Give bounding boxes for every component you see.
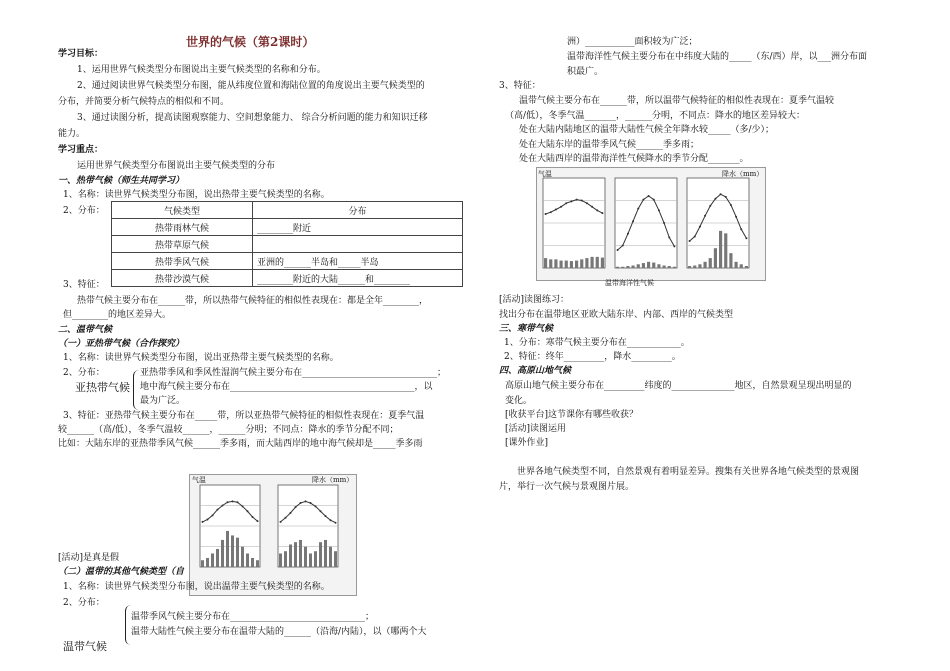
temp-point: [601, 212, 603, 214]
temp-point: [252, 516, 254, 518]
temp-point: [257, 520, 259, 522]
brace: [133, 370, 140, 410]
precip-bar: [246, 553, 249, 567]
temperate-monsoon-dist: 温带季风气候主要分布在______________________________；: [131, 612, 375, 622]
precip-bar: [554, 259, 557, 268]
homework-text-1: 世界各地气候类型不同，自然景观有着明显差异。搜集有关世界各地气候类型的景观图: [517, 467, 860, 477]
precip-bar: [601, 258, 604, 268]
section-polar: 三、寒带气候: [499, 324, 554, 334]
precip-bar: [324, 540, 327, 567]
precip-bar: [251, 558, 254, 567]
temp-point: [709, 205, 711, 207]
precip-bar: [575, 261, 578, 268]
precip-bar: [704, 262, 707, 268]
objective-3-cont: 能力。: [58, 129, 86, 139]
temp-point: [217, 509, 219, 511]
temp-point: [576, 199, 578, 201]
temp-point: [725, 196, 727, 198]
table-row: [112, 253, 463, 270]
temp-point: [335, 522, 337, 524]
temp-point: [745, 237, 747, 239]
precip-bar: [668, 266, 671, 268]
temp-point: [330, 519, 332, 521]
objective-1: 1、运用世界气候类型分布图说出主要气候类型的名称和分布。: [77, 65, 326, 75]
precip-bar: [304, 547, 307, 567]
polar-distribution: 1、分布：寒带气候主要分布在____________。: [504, 338, 690, 348]
right-line-2: 温带海洋性气候主要分布在中纬度大陆的_____（东/西）岸，以___洲分布面: [567, 52, 868, 62]
harvest-platform: [收获平台]这节课你有哪些收获？: [505, 410, 639, 420]
precip-bar: [565, 261, 568, 268]
table-cell: 亚洲的______半岛和_____半岛: [253, 253, 463, 270]
temperate-name: 1、名称：读世界气候类型分布图，说出温带主要气候类型的名称。: [63, 582, 330, 592]
table-row: [112, 270, 463, 287]
precip-bar: [740, 264, 743, 268]
temp-point: [212, 514, 214, 516]
precip-bar: [544, 258, 547, 268]
subtropical-feature-1: 3、特征：亚热带气候主要分布在_____带，所以亚热带气候特征的相似性表现在：夏季气温: [63, 411, 425, 421]
temp-point: [699, 226, 701, 228]
precip-bar: [201, 560, 204, 567]
precip-bar: [570, 261, 573, 268]
table-row: [112, 236, 463, 253]
temp-point: [586, 202, 588, 204]
temp-point: [290, 512, 292, 514]
precip-bar: [729, 253, 732, 268]
temp-point: [247, 510, 249, 512]
homework-heading: [课外作业]: [505, 438, 549, 448]
objective-3: 3、通过读图分析，提高读图观察能力、空间想象能力、 综合分析问题的能力和知识迁移: [77, 113, 428, 123]
right-line-3: 积最广。: [567, 67, 604, 77]
tropical-distribution: 2、分布：: [63, 206, 105, 216]
precip-bar: [714, 248, 717, 268]
precip-bar: [709, 258, 712, 268]
temp-point: [663, 222, 665, 224]
precip-bar: [236, 538, 239, 567]
temp-point: [315, 505, 317, 507]
mediterranean-dist: 地中海气候主要分布在_________________________________________，以: [140, 382, 433, 392]
highland-distribution-cont: 变化。: [505, 396, 533, 406]
temperate-label: 温带气候: [63, 640, 107, 653]
temp-point: [207, 518, 209, 520]
section-temperate: 二、温带气候: [58, 325, 113, 335]
temp-point: [242, 505, 244, 507]
table-cell: 热带季风气候: [112, 253, 253, 270]
precip-bar: [591, 257, 594, 268]
subtropical-name: 1、名称：读世界气候类型分布图，说出亚热带主要气候类型的名称。: [63, 353, 339, 363]
precip-bar: [560, 261, 563, 268]
activity-chart-practice: [活动]读图练习：: [499, 295, 570, 305]
table-cell: ________附近: [253, 219, 463, 236]
right-line-1: 洲）___________面积较为广泛；: [567, 37, 698, 47]
homework-text-2: 片，举行一次气候与景观图片展。: [499, 482, 635, 492]
table-cell: 热带草原气候: [112, 236, 253, 253]
tropical-climate-table: [111, 201, 463, 287]
temp-point: [668, 236, 670, 238]
climate-chart-svg: [190, 475, 356, 595]
activity-true-false: [活动]是真是假: [58, 553, 120, 563]
temp-point: [622, 245, 624, 247]
temperate-climate-charts: [536, 167, 766, 281]
precip-bar: [314, 551, 317, 567]
activity-chart-task: 找出分布在温带地区亚欧大陆东岸、内部、西岸的气候类型: [499, 310, 734, 320]
temp-point: [617, 249, 619, 251]
precip-bar: [319, 542, 322, 567]
subtropical-feature-2: 较______（高/低），冬季气温较______，______分明；不同点：降水的季节分配不同；: [58, 425, 399, 435]
subsection-other-temperate: （二）温带的其他气候类型（自: [58, 567, 185, 577]
section-highland: 四、高原山地气候: [499, 366, 572, 376]
key-points-heading: 学习重点：: [58, 145, 104, 155]
table-cell: 热带沙漠气候: [112, 270, 253, 287]
temp-point: [560, 206, 562, 208]
precip-axis-label: 降水（mm）: [722, 170, 764, 178]
temp-point: [637, 208, 639, 210]
precip-bar: [657, 264, 660, 268]
precip-bar: [580, 259, 583, 268]
precip-bar: [226, 531, 229, 567]
precip-bar: [724, 233, 727, 268]
precip-bar: [231, 535, 234, 567]
polar-feature: 2、特征：终年_________，降水_________。: [504, 352, 681, 362]
temperate-distribution: 2、分布：: [63, 598, 105, 608]
temperate-feature-label: 3、特征：: [499, 81, 541, 91]
temp-point: [545, 213, 547, 215]
temp-point: [694, 236, 696, 238]
table-header: 气候类型: [112, 202, 253, 219]
temp-point: [581, 200, 583, 202]
precip-bar: [549, 259, 552, 268]
subsection-subtropical: （一）亚热带气候（合作探究）: [58, 339, 185, 349]
temperate-feature-2: （高/低），冬季气温_______，______分明，不同点：降水的地区差异较大：: [505, 111, 806, 121]
precip-bar: [719, 231, 722, 268]
precip-bar: [632, 266, 635, 268]
objective-2-cont: 分布，并简要分析气候特点的相似和不同。: [58, 97, 230, 107]
temp-point: [627, 233, 629, 235]
subtropical-monsoon-dist: 亚热带季风和季风性湿润气候主要分布在______________________________；: [140, 368, 447, 378]
precip-bar: [334, 551, 337, 567]
temp-point: [689, 240, 691, 242]
temp-point: [735, 216, 737, 218]
tropical-feature-1: 热带气候主要分布在______带，所以热带气候特征的相似性表现在：都是全年________，: [77, 296, 429, 306]
temp-point: [653, 199, 655, 201]
activity-apply: [活动]读图运用: [505, 424, 567, 434]
precip-bar: [256, 560, 259, 567]
key-point: 运用世界气候类型分布图说出主要气候类型的分布: [77, 161, 276, 171]
temp-point: [305, 500, 307, 502]
precip-bar: [663, 266, 666, 268]
precip-bar: [221, 540, 224, 567]
precip-bar: [329, 547, 332, 567]
precip-bar: [673, 267, 676, 268]
temp-point: [632, 220, 634, 222]
climate-chart-svg: [537, 168, 765, 280]
precip-bar: [626, 266, 629, 268]
precip-bar: [735, 262, 738, 268]
table-cell: [253, 236, 463, 253]
precip-bar: [585, 258, 588, 268]
temperate-feature-3: 处在大陆内陆地区的温带大陆性气候全年降水较_____（多/少）；: [519, 125, 775, 135]
precip-bar: [621, 267, 624, 268]
page-title: 世界的气候（第2课时）: [186, 35, 315, 49]
precip-bar: [284, 551, 287, 567]
precip-bar: [698, 264, 701, 268]
temperate-feature-5: 处在大陆西岸的温带海洋性气候降水的季节分配_______。: [519, 154, 749, 164]
table-row: [112, 219, 463, 236]
tropical-feature-label: 3、特征：: [63, 280, 105, 290]
temperate-feature-1: 温带气候主要分布在______带，所以温带气候特征的相似性表现在：夏季气温较: [519, 96, 835, 106]
precip-bar: [289, 544, 292, 567]
table-cell: 热带雨林气候: [112, 219, 253, 236]
precip-bar: [652, 263, 655, 268]
temp-point: [658, 209, 660, 211]
precip-bar: [616, 267, 619, 268]
precip-bar: [309, 553, 312, 567]
table-cell: ________附近的大陆______和________: [253, 270, 463, 287]
temp-point: [714, 198, 716, 200]
precip-bar: [241, 547, 244, 567]
temp-point: [740, 228, 742, 230]
subtropical-climate-charts: [189, 474, 357, 596]
precip-bar: [596, 257, 599, 268]
precip-bar: [688, 266, 691, 268]
temp-axis-label: 气温: [192, 476, 206, 484]
precip-bar: [642, 263, 645, 268]
precip-axis-label: 降水（mm）: [312, 476, 354, 484]
temp-point: [325, 515, 327, 517]
temperate-continental-dist: 温带大陆性气候主要分布在温带大陆的______（沿海/内陆），以（哪两个大: [131, 627, 427, 637]
temp-point: [565, 202, 567, 204]
table-header: 分布: [253, 202, 463, 219]
temp-point: [550, 211, 552, 213]
mediterranean-dist-cont: 最为广泛。: [140, 396, 186, 406]
temp-point: [555, 209, 557, 211]
temp-point: [704, 215, 706, 217]
temp-point: [232, 500, 234, 502]
temp-point: [720, 193, 722, 195]
highland-distribution: 高原山地气候主要分布在_________纬度的______________地区，自然景观呈现出明显的: [505, 381, 852, 391]
precip-bar: [693, 266, 696, 268]
subtropical-feature-3: 比如：大陆东岸的亚热带季风气候______季多雨，而大陆西岸的地中海气候却是_____季多雨: [58, 439, 423, 449]
temp-point: [310, 502, 312, 504]
precip-bar: [647, 262, 650, 268]
section-tropical: 一、热带气候（师生共同学习）: [58, 176, 185, 186]
temp-point: [300, 502, 302, 504]
temp-point: [280, 521, 282, 523]
objective-2: 2、通过阅读世界气候类型分布图，能从纬度位置和海陆位置的角度说出主要气候类型的: [77, 81, 425, 91]
temp-point: [596, 209, 598, 211]
temp-point: [320, 510, 322, 512]
precip-bar: [299, 540, 302, 567]
precip-bar: [211, 553, 214, 567]
tropical-name: 1、名称：读世界气候类型分布图，说出热带主要气候类型的名称。: [63, 190, 330, 200]
precip-bar: [745, 266, 748, 268]
temperate-feature-4: 处在大陆东岸的温带季风气候______季多雨；: [519, 140, 700, 150]
temp-point: [642, 199, 644, 201]
temp-point: [222, 505, 224, 507]
temp-point: [648, 195, 650, 197]
subtropical-label: 亚热带气候: [75, 381, 130, 394]
chart-caption: 温带海洋性气候: [605, 279, 654, 287]
tropical-feature-2: 但________的地区差异大。: [63, 310, 172, 320]
subtropical-distribution: 2、分布：: [63, 368, 105, 378]
temp-point: [591, 206, 593, 208]
precip-bar: [294, 542, 297, 567]
precip-bar: [279, 553, 282, 567]
temp-point: [227, 501, 229, 503]
temp-point: [295, 506, 297, 508]
temp-point: [237, 501, 239, 503]
temp-point: [285, 517, 287, 519]
objectives-heading: 学习目标：: [58, 49, 104, 59]
temp-point: [730, 204, 732, 206]
temp-point: [570, 200, 572, 202]
temp-axis-label: 气温: [538, 170, 552, 178]
precip-bar: [637, 264, 640, 268]
temp-point: [202, 521, 204, 523]
precip-bar: [206, 558, 209, 567]
temp-point: [673, 245, 675, 247]
precip-bar: [216, 549, 219, 567]
